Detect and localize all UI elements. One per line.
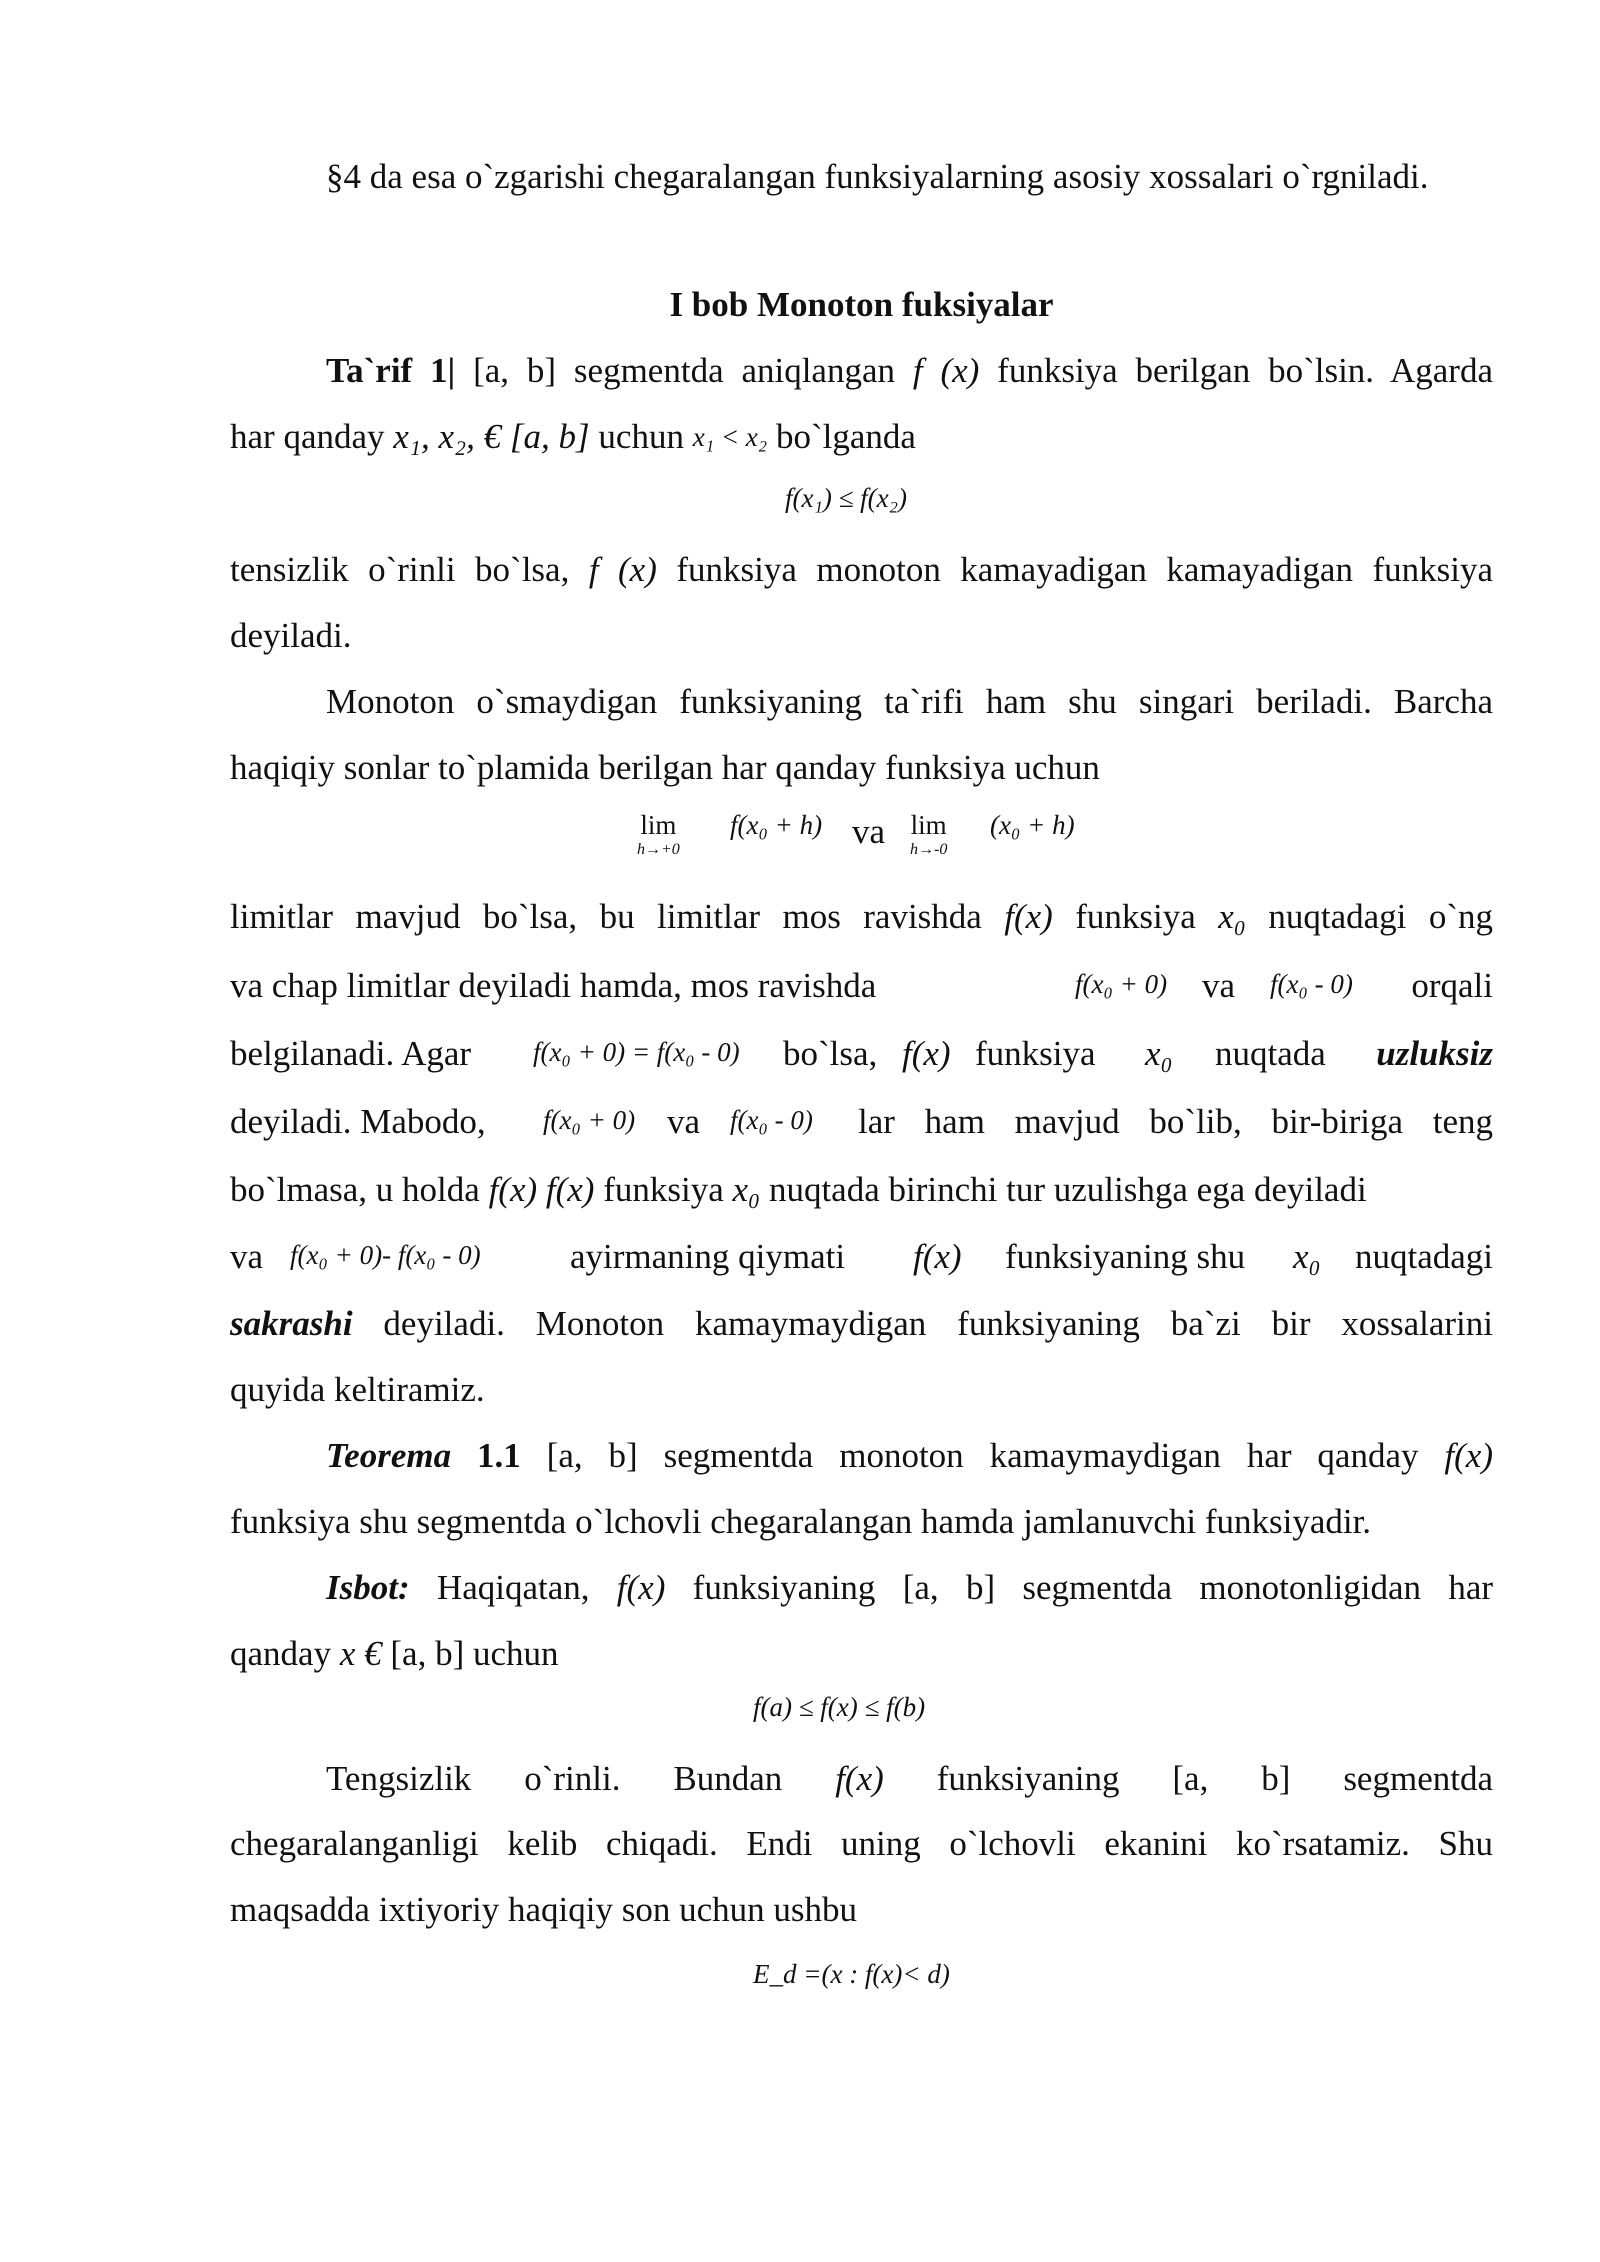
paragraph-line: deyiladi. — [230, 616, 352, 655]
formula-right-limit: f(x₀ + 0) — [1075, 969, 1168, 999]
paragraph-line: qanday x € [a, b] uchun — [230, 1634, 559, 1673]
paragraph-line: sakrashi deyiladi. Monoton kamaymaydigan funksiyaning ba`zi bir xossalarini — [230, 1304, 1493, 1343]
paragraph-line: lar ham mavjud bo`lib, bir-biriga teng — [858, 1102, 1493, 1141]
paragraph-line: har qanday x₁, x₂, € [a, b] uchun x₁ < x₂ bo`lganda — [230, 415, 1493, 459]
conjunction-va: va — [1202, 966, 1236, 1005]
theorem-line: Teorema 1.1 [a, b] segmentda monoton kamaymaydigan har qanday f(x) — [326, 1436, 1493, 1475]
paragraph-line: quyida keltiramiz. — [230, 1370, 485, 1409]
paragraph-line: funksiya — [975, 1034, 1096, 1073]
inline-x0: x₀ — [1293, 1237, 1321, 1276]
formula-continuity: f(x₀ + 0) = f(x₀ - 0) — [533, 1037, 740, 1067]
paragraph-line: bo`lmasa, u holda f(x) f(x) funksiya x₀ nuqtada birinchi tur uzulishga ega deyiladi — [230, 1170, 1367, 1209]
paragraph-line: funksiyaning shu — [1005, 1237, 1246, 1276]
formula-display: f(x₁) ≤ f(x₂) — [785, 483, 908, 513]
formula-set-ed: E_d =(x : f(x)< d) — [753, 1959, 950, 1989]
inline-fx: f(x) — [902, 1034, 951, 1073]
formula-right-limit: f(x₀ + 0) — [543, 1105, 636, 1135]
chapter-heading: I bob Monoton fuksiyalar — [669, 285, 1054, 324]
limit-left: lim h→-0 — [910, 810, 948, 858]
paragraph-line: funksiya shu segmentda o`lchovli chegaralangan hamda jamlanuvchi funksiyadir. — [230, 1502, 1372, 1541]
paragraph-line: orqali — [1411, 966, 1493, 1005]
paragraph-line: ayirmaning qiymati — [570, 1237, 846, 1276]
formula-inline: x₁ < x₂ — [692, 422, 768, 452]
conjunction-va: va — [667, 1102, 701, 1141]
paragraph-line: bo`lsa, — [783, 1034, 878, 1073]
paragraph-line: va chap limitlar deyiladi hamda, mos ravishda — [230, 966, 877, 1005]
conjunction-va: va — [852, 812, 886, 851]
paragraph-line: haqiqiy sonlar to`plamida berilgan har qanday funksiya uchun — [230, 748, 1100, 787]
paragraph-line: Monoton o`smaydigan funksiyaning ta`rifi ham shu singari beriladi. Barcha — [326, 682, 1493, 721]
formula-jump: f(x₀ + 0)- f(x₀ - 0) — [290, 1240, 481, 1270]
proof-label: Isbot: — [326, 1568, 410, 1607]
paragraph-line: §4 da esa o`zgarishi chegaralangan funksiyalarning asosiy xossalari o`rgniladi. — [326, 157, 1429, 196]
paragraph-line: maqsadda ixtiyoriy haqiqiy son uchun ushbu — [230, 1890, 858, 1929]
paragraph-line: deyiladi. Mabodo, — [230, 1102, 486, 1141]
formula-left-limit: f(x₀ - 0) — [730, 1105, 813, 1135]
theorem-label: Teorema — [326, 1436, 452, 1475]
inline-x0: x₀ — [1145, 1034, 1173, 1073]
inline-fx: f(x) — [913, 1237, 962, 1276]
paragraph-line: tensizlik o`rinli bo`lsa, f (x) funksiya monoton kamayadigan kamayadigan funksiya — [230, 550, 1493, 589]
paragraph-line: nuqtadagi — [1354, 1237, 1493, 1276]
paragraph-line: va — [230, 1237, 264, 1276]
formula-left-limit: f(x₀ - 0) — [1270, 969, 1353, 999]
term-sakrashi: sakrashi — [230, 1304, 353, 1343]
term-uzluksiz: uzluksiz — [1376, 1034, 1493, 1073]
formula-bounds: f(a) ≤ f(x) ≤ f(b) — [753, 1692, 926, 1722]
definition-line: Ta`rif 1| [a, b] segmentda aniqlangan f (x) funksiya berilgan bo`lsin. Agarda — [326, 351, 1493, 390]
paragraph-line: Tengsizlik o`rinli. Bundan f(x) funksiyaning [a, b] segmentda — [326, 1759, 1493, 1798]
paragraph-line: chegaralanganligi kelib chiqadi. Endi uning o`lchovli ekanini ko`rsatamiz. Shu — [230, 1824, 1493, 1863]
paragraph-line: limitlar mavjud bo`lsa, bu limitlar mos ravishda f(x) funksiya x₀ nuqtadagi o`ng — [230, 897, 1493, 936]
paragraph-line: belgilanadi. Agar — [230, 1034, 472, 1073]
limit-left-expression: (x₀ + h) — [990, 810, 1075, 840]
proof-line: Isbot: Haqiqatan, f(x) funksiyaning [a, b] segmentda monotonligidan har — [326, 1568, 1494, 1607]
paragraph-line: nuqtada — [1215, 1034, 1326, 1073]
limit-right: lim h→+0 — [637, 810, 680, 858]
limit-right-expression: f(x₀ + h) — [730, 810, 823, 840]
definition-label: Ta`rif 1| — [326, 351, 456, 390]
